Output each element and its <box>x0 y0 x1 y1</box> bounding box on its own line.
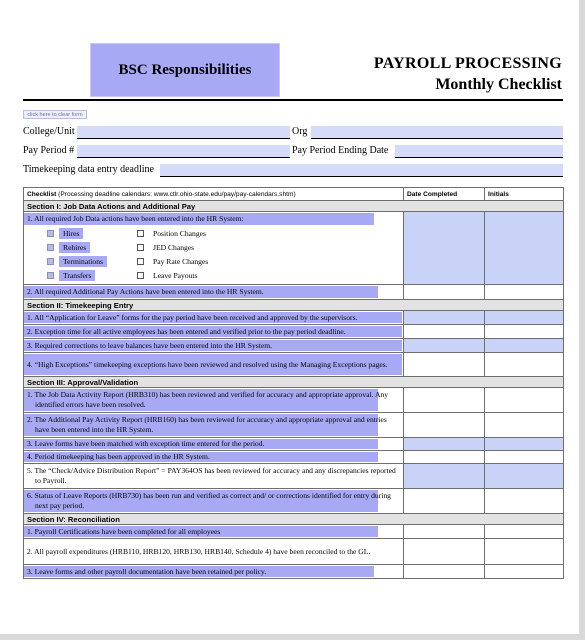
checklist-item <box>24 565 404 579</box>
initials-input[interactable] <box>485 285 564 300</box>
checklist-item-text: 6. Status of Leave Reports (HRB730) has been run and verified as correct and/ or corrections identified for entry during next pay period. <box>27 491 391 510</box>
checklist-item <box>24 413 404 438</box>
org-field[interactable] <box>311 126 563 139</box>
timekeeping-deadline-label: Timekeeping data entry deadline <box>23 164 154 175</box>
table-row <box>24 388 564 413</box>
document-title: PAYROLL PROCESSING <box>373 55 562 72</box>
checkbox[interactable] <box>137 258 144 265</box>
table-row <box>24 438 564 451</box>
section-title: Section II: Timekeeping Entry <box>24 300 564 311</box>
initials-input[interactable] <box>485 339 564 353</box>
checkbox-label: Pay Rate Changes <box>153 257 209 266</box>
date-completed-input[interactable] <box>404 212 485 285</box>
checklist-item-text: 4. Period timekeeping has been approved in the HR System. <box>27 452 210 461</box>
checklist-item-text: 3. Required corrections to leave balances have been entered into the HR System. <box>27 340 273 350</box>
initials-input[interactable] <box>485 413 564 438</box>
table-row <box>24 413 564 438</box>
checkbox-label: Hires <box>59 228 83 239</box>
checklist-item <box>24 525 404 539</box>
checkbox-label: Leave Payouts <box>153 271 198 280</box>
table-row <box>24 565 564 579</box>
checklist-item-text: 2. Exception time for all active employees has been entered and verified prior to the pay period deadline. <box>27 326 346 336</box>
checkbox[interactable] <box>47 258 54 265</box>
section-header-row <box>24 514 564 525</box>
checklist-item <box>24 464 404 489</box>
initials-input[interactable] <box>485 565 564 579</box>
checklist-item-text: 4. “High Exceptions” timekeeping exceptions have been reviewed and resolved using the Managing Exceptions pages. <box>27 359 388 369</box>
action-checkbox-item[interactable] <box>137 255 400 268</box>
date-completed-input[interactable] <box>404 353 485 377</box>
college-unit-field[interactable] <box>77 126 290 139</box>
action-checkbox-item[interactable] <box>137 241 400 254</box>
table-row <box>24 339 564 353</box>
checklist-item <box>24 325 404 339</box>
checkbox-label: Rehires <box>59 242 90 253</box>
date-completed-input[interactable] <box>404 413 485 438</box>
initials-input[interactable] <box>485 353 564 377</box>
initials-input[interactable] <box>485 539 564 565</box>
clear-form-button[interactable]: click here to clear form <box>23 110 87 119</box>
job-data-action-checkboxes <box>27 227 400 282</box>
checklist-table <box>23 187 564 579</box>
table-row <box>24 311 564 325</box>
checklist-item <box>24 353 404 377</box>
checkbox[interactable] <box>137 230 144 237</box>
bsc-title: BSC Responsibilities <box>118 61 252 78</box>
pay-period-ending-label: Pay Period Ending Date <box>292 145 389 156</box>
table-row <box>24 525 564 539</box>
checkbox[interactable] <box>47 244 54 251</box>
action-checkbox-item[interactable] <box>47 227 137 240</box>
section-title: Section I: Job Data Actions and Additional Pay <box>24 201 564 212</box>
initials-input[interactable] <box>485 464 564 489</box>
action-checkbox-item[interactable] <box>47 241 137 254</box>
date-completed-column-header: Date Completed <box>404 188 485 201</box>
section-header-row <box>24 377 564 388</box>
date-completed-input[interactable] <box>404 285 485 300</box>
checklist-item-text: 1. The Job Data Activity Report (HRB310) has been reviewed and verified for accuracy and appropriate approval. Any identified errors have been resolved. <box>27 390 389 409</box>
date-completed-input[interactable] <box>404 489 485 514</box>
table-header-row <box>24 188 564 201</box>
checkbox-label: Position Changes <box>153 229 206 238</box>
checklist-item <box>24 212 404 285</box>
action-checkbox-item[interactable] <box>47 269 137 282</box>
pay-period-ending-field[interactable] <box>395 145 563 158</box>
checklist-item <box>24 489 404 514</box>
date-completed-input[interactable] <box>404 311 485 325</box>
date-completed-input[interactable] <box>404 451 485 464</box>
checkbox[interactable] <box>47 230 54 237</box>
section-title: Section III: Approval/Validation <box>24 377 564 388</box>
date-completed-input[interactable] <box>404 438 485 451</box>
action-checkbox-item[interactable] <box>137 227 400 240</box>
checklist-item-text: 1. All required Job Data actions have been entered into the HR System: <box>27 214 244 223</box>
section-header-row <box>24 201 564 212</box>
org-label: Org <box>292 126 308 137</box>
table-row <box>24 464 564 489</box>
checkbox[interactable] <box>137 272 144 279</box>
date-completed-input[interactable] <box>404 464 485 489</box>
checklist-item-text: 2. The Additional Pay Activity Report (HRB160) has been reviewed for accuracy and appropriate approval and entries have been entered into the HR System. <box>27 415 387 434</box>
pay-period-label: Pay Period # <box>23 145 75 156</box>
checklist-column-header: Checklist (Processing deadline calendars: www.ctlr.ohio-state.edu/pay/pay-calendars.shtm) <box>24 188 404 201</box>
checkbox[interactable] <box>137 244 144 251</box>
section-header-row <box>24 300 564 311</box>
initials-column-header: Initials <box>485 188 564 201</box>
checkbox-label: JED Changes <box>153 243 195 252</box>
initials-input[interactable] <box>485 525 564 539</box>
pay-period-field[interactable] <box>77 145 290 158</box>
date-completed-input[interactable] <box>404 525 485 539</box>
date-completed-input[interactable] <box>404 539 485 565</box>
date-completed-input[interactable] <box>404 388 485 413</box>
checklist-item-text: 1. Payroll Certifications have been completed for all employees <box>27 526 221 536</box>
checklist-item <box>24 438 404 451</box>
initials-input[interactable] <box>485 489 564 514</box>
checklist-item-text: 3. Leave forms have been matched with exception time entered for the period. <box>27 439 265 448</box>
section-title: Section IV: Reconciliation <box>24 514 564 525</box>
checklist-item-text: 1. All “Application for Leave” forms for the pay period have been received and approved by the supervisors. <box>27 312 358 322</box>
date-completed-input[interactable] <box>404 565 485 579</box>
date-completed-input[interactable] <box>404 339 485 353</box>
initials-input[interactable] <box>485 325 564 339</box>
table-row <box>24 353 564 377</box>
initials-input[interactable] <box>485 311 564 325</box>
checklist-item <box>24 388 404 413</box>
checklist-item <box>24 451 404 464</box>
document-subtitle: Monthly Checklist <box>435 76 562 93</box>
table-row <box>24 285 564 300</box>
timekeeping-deadline-field[interactable] <box>160 164 563 177</box>
header-rule <box>23 99 563 101</box>
checklist-item <box>24 539 404 565</box>
checklist-item <box>24 311 404 325</box>
table-row <box>24 451 564 464</box>
checklist-item-text: 2. All required Additional Pay Actions have been entered into the HR System. <box>27 287 264 296</box>
action-checkbox-item[interactable] <box>137 269 400 282</box>
table-row <box>24 489 564 514</box>
date-completed-input[interactable] <box>404 325 485 339</box>
initials-input[interactable] <box>485 212 564 285</box>
checkbox-label: Terminations <box>59 256 107 267</box>
college-unit-label: College/Unit <box>23 126 75 137</box>
table-row <box>24 325 564 339</box>
checklist-item <box>24 339 404 353</box>
checklist-item-text: 3. Leave forms and other payroll documentation have been retained per policy. <box>27 566 267 576</box>
table-row <box>24 212 564 285</box>
initials-input[interactable] <box>485 438 564 451</box>
initials-input[interactable] <box>485 451 564 464</box>
checklist-item-text: 5. The “Check/Advice Distribution Report” = PAY364OS has been reviewed for accuracy and any discrepancies reported to Payroll. <box>27 466 396 485</box>
checklist-item <box>24 285 404 300</box>
checklist-item-text: 2. All payroll expenditures (HRB110, HRB120, HRB130, HRB140, Schedule 4) have been reconciled to the GL. <box>27 546 371 556</box>
action-checkbox-item[interactable] <box>47 255 137 268</box>
bsc-responsibilities-banner <box>90 43 280 97</box>
checkbox[interactable] <box>47 272 54 279</box>
initials-input[interactable] <box>485 388 564 413</box>
table-row <box>24 539 564 565</box>
checkbox-label: Transfers <box>59 270 95 281</box>
